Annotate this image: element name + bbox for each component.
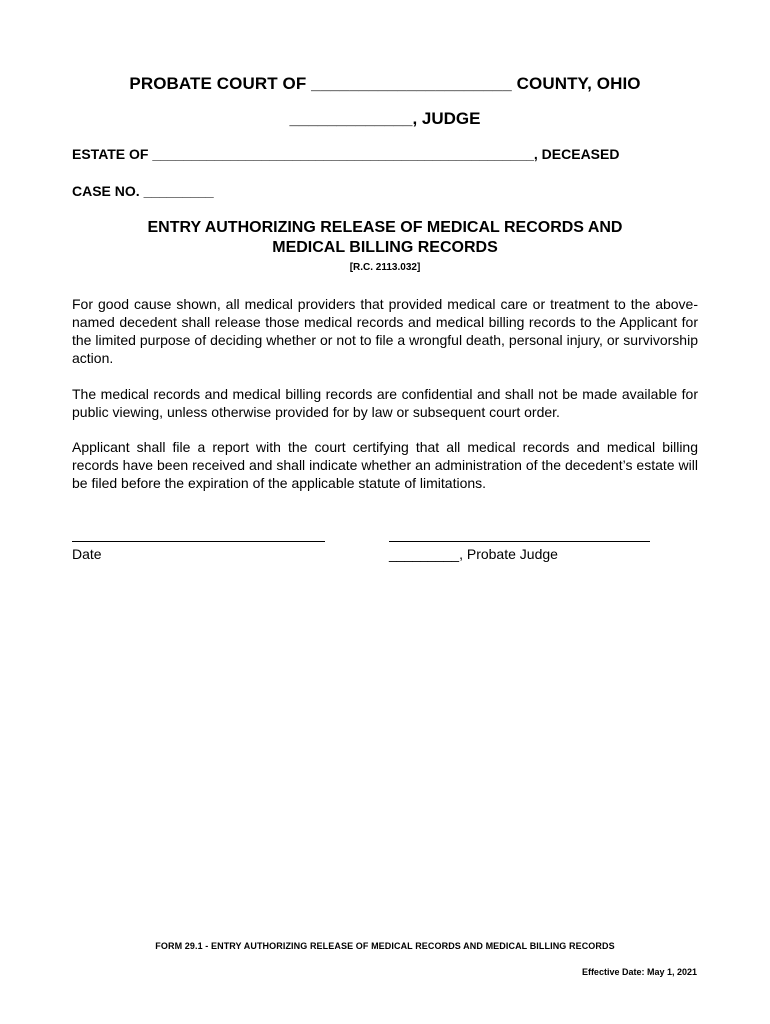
document-title [0, 218, 770, 258]
date-label: Date [72, 546, 102, 562]
estate-line: ESTATE OF _________________________________________________, DECEASED [72, 146, 620, 162]
title-line-1: ENTRY AUTHORIZING RELEASE OF MEDICAL RECORDS AND [147, 219, 623, 236]
probate-judge-label: _________, Probate Judge [389, 546, 558, 562]
paragraph-report: Applicant shall file a report with the court certifying that all medical records and medical billing records have been received and shall indicate whether an administration of the decedent’s estate will be filed before the expiration of the applicable statute of limitations. [72, 439, 698, 491]
paragraph-confidential: The medical records and medical billing records are confidential and shall not be made available for public viewing, unless otherwise provided for by law or subsequent court order. [72, 386, 698, 420]
form-footer: FORM 29.1 - ENTRY AUTHORIZING RELEASE OF MEDICAL RECORDS AND MEDICAL BILLING RECORDS [155, 941, 615, 951]
statute-reference: [R.C. 2113.032] [349, 262, 421, 273]
paragraph-release: For good cause shown, all medical providers that provided medical care or treatment to the above-named decedent shall release those medical records and medical billing records to the Applicant for the limited purpose of deciding whether or not to file a wrongful death, personal injury, or survivorship action. [72, 296, 698, 366]
judge-signature-line [389, 541, 650, 542]
date-signature-line [72, 541, 325, 542]
judge-heading: _____________, JUDGE [289, 109, 481, 128]
court-heading: PROBATE COURT OF _____________________ COUNTY, OHIO [129, 74, 641, 93]
title-line-2: MEDICAL BILLING RECORDS [272, 239, 498, 256]
effective-date: Effective Date: May 1, 2021 [581, 967, 697, 977]
case-number-line: CASE NO. _________ [72, 183, 214, 199]
